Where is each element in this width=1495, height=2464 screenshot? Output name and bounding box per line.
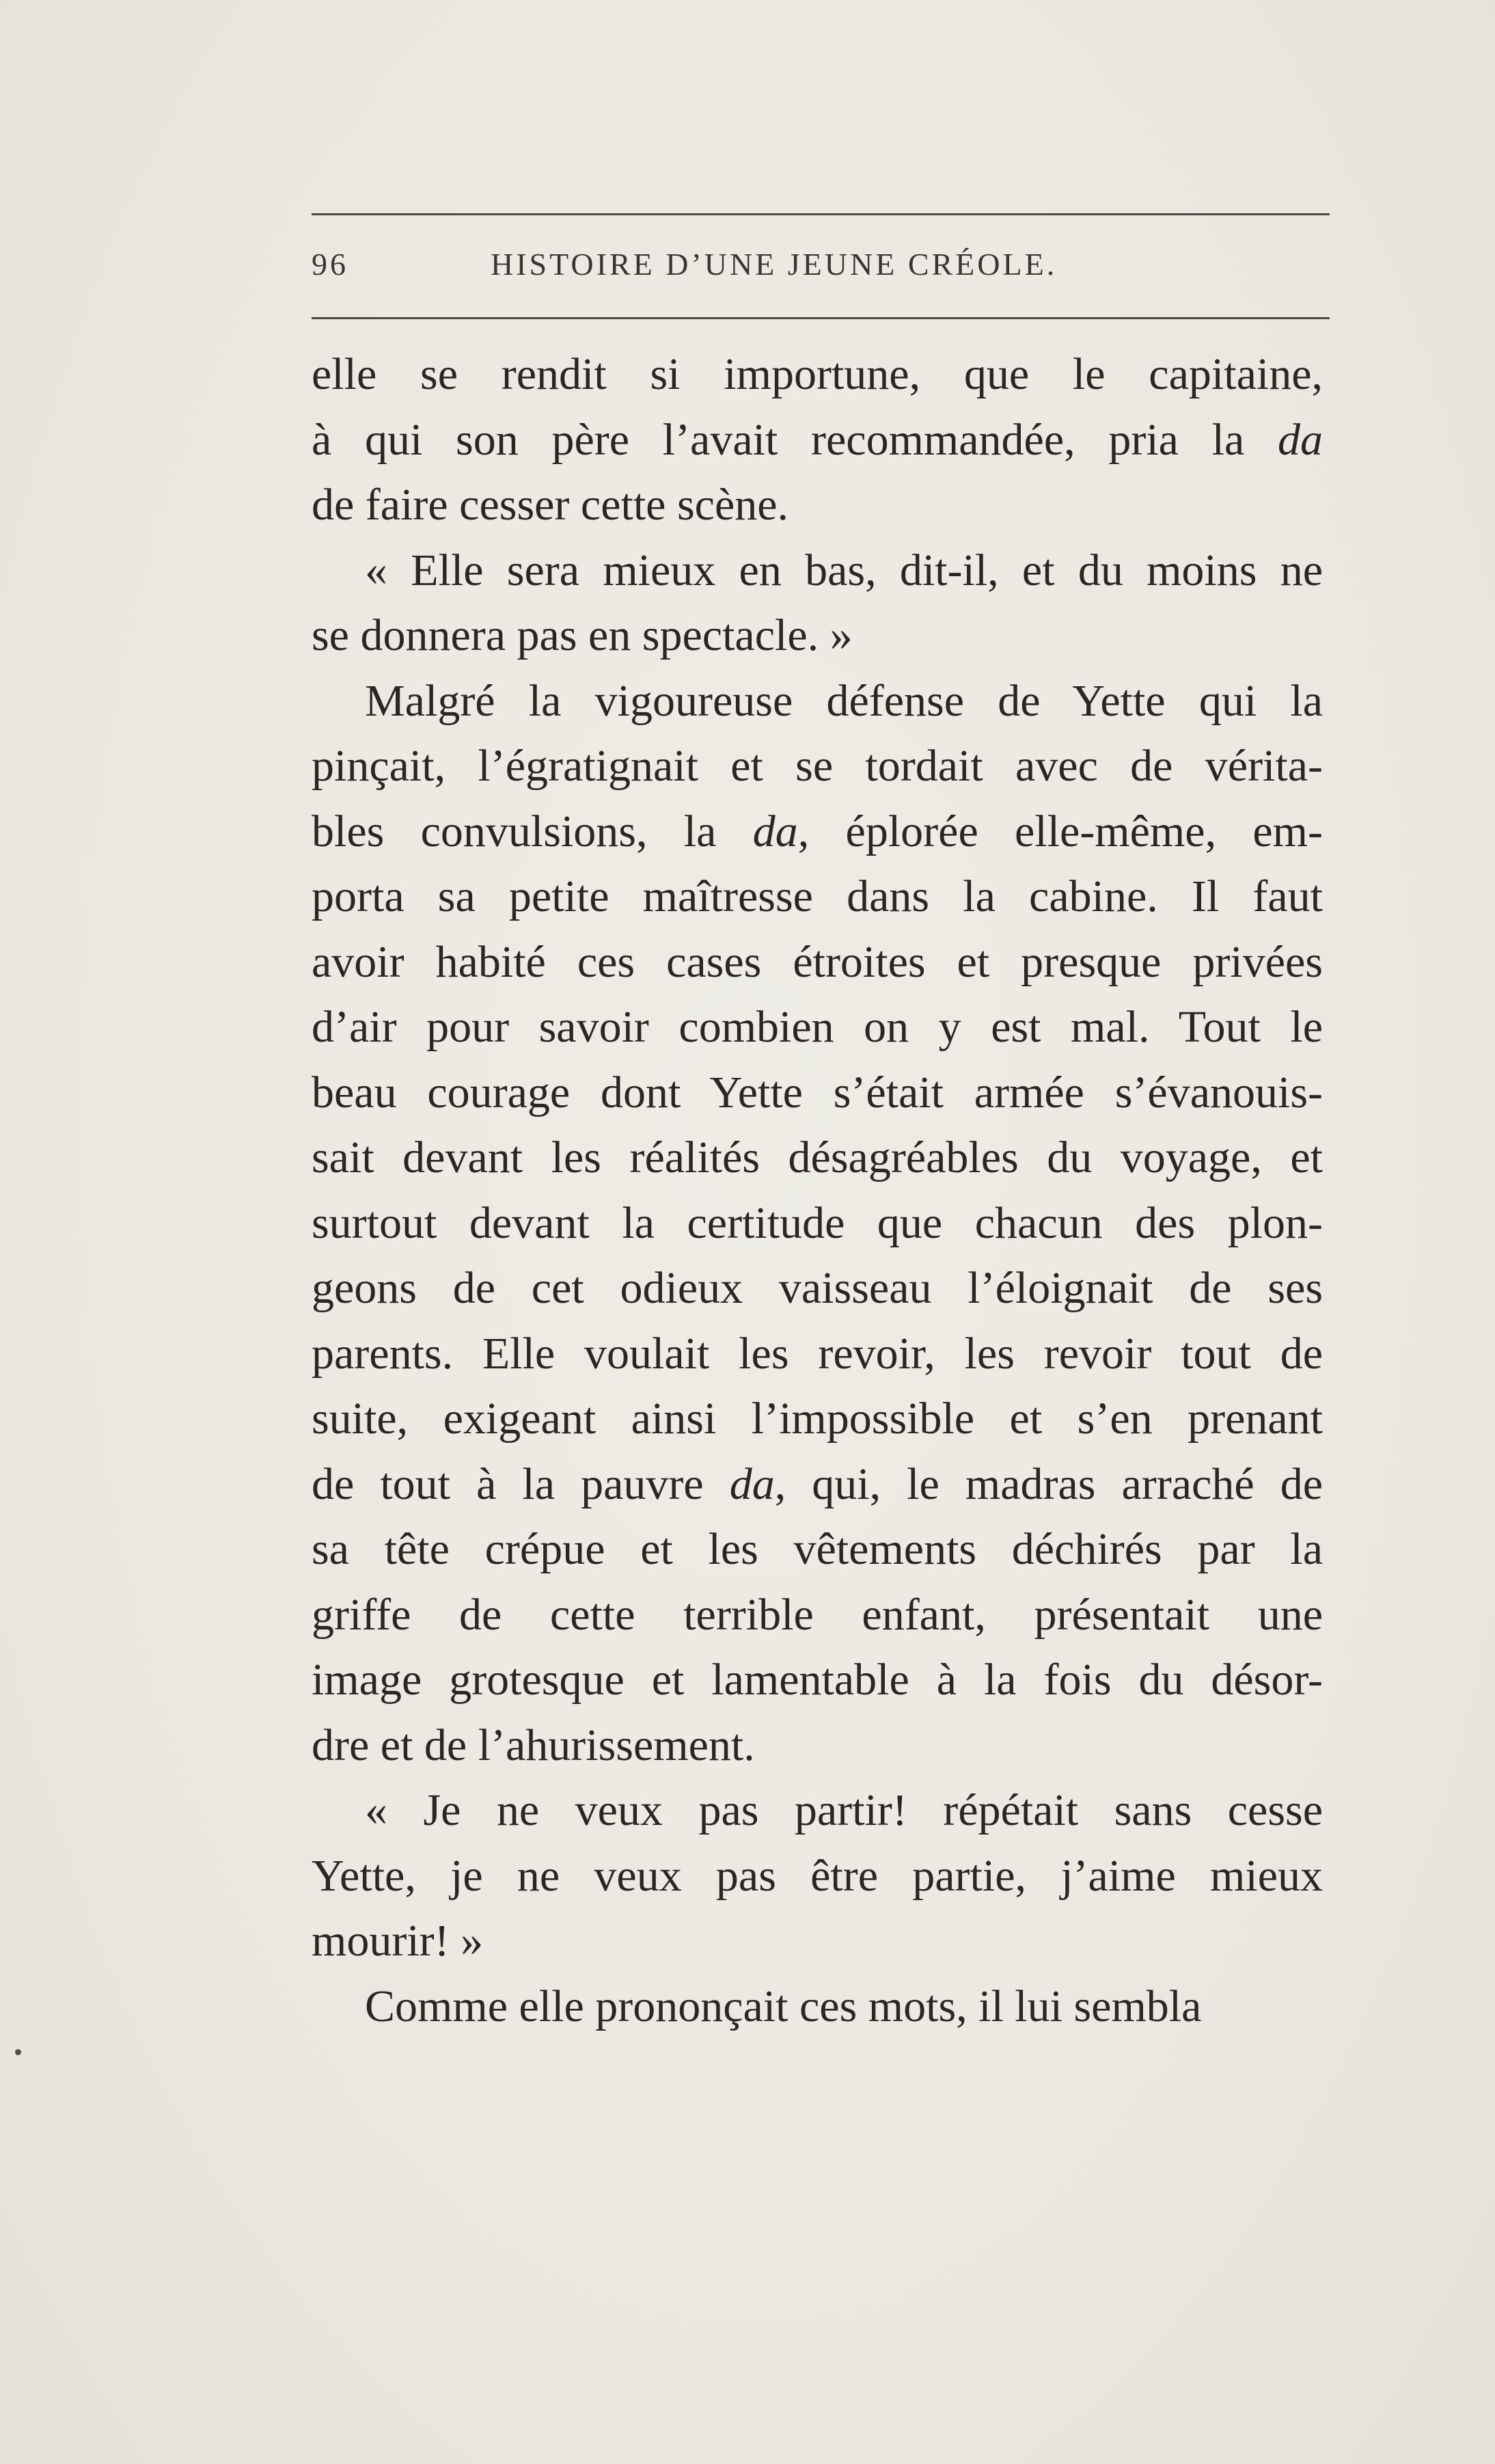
page-number: 96: [312, 247, 348, 282]
text-line-content: mourir! »: [312, 1916, 484, 1966]
text-line-content: surtout devant la certitude que chacun des plon-: [312, 1198, 1323, 1248]
text-line: [312, 740, 1323, 805]
text-line: [312, 1197, 1323, 1262]
text-line-content: d’air pour savoir combien on y est mal. Tout le: [312, 1002, 1323, 1052]
running-header: [312, 246, 1330, 294]
text-line-content: « Je ne veux pas partir! répétait sans cesse: [365, 1785, 1323, 1835]
text-line: [312, 1132, 1323, 1197]
running-title: HISTOIRE D’UNE JEUNE CRÉOLE.: [491, 247, 1058, 282]
text-line: [312, 1589, 1323, 1654]
page-speck: [15, 2049, 21, 2055]
text-line-content: suite, exigeant ainsi l’impossible et s’en prenant: [312, 1394, 1323, 1444]
text-line-content: image grotesque et lamentable à la fois du désor-: [312, 1655, 1323, 1705]
text-line: [312, 806, 1323, 871]
text-line-continuation: , qui, le madras arraché de: [774, 1459, 1323, 1509]
text-line-content: bles convulsions, la: [312, 807, 753, 856]
text-line: [312, 1654, 1323, 1719]
text-line: [312, 349, 1323, 414]
text-line-content: Comme elle prononçait ces mots, il lui sembla: [365, 1981, 1202, 2031]
header-rule-top: [312, 213, 1330, 215]
header-rule-bottom: [312, 317, 1330, 319]
text-line-content: « Elle sera mieux en bas, dit-il, et du moins ne: [365, 545, 1323, 595]
text-line: [312, 1328, 1323, 1393]
text-line-content: porta sa petite maîtresse dans la cabine. Il faut: [312, 871, 1323, 921]
text-line: [312, 1850, 1323, 1915]
italic-word: da: [752, 807, 798, 856]
italic-word: da: [1278, 415, 1323, 465]
text-line-content: dre et de l’ahurissement.: [312, 1720, 755, 1770]
text-line: [365, 1981, 1201, 2046]
text-line-content: se donnera pas en spectacle. »: [312, 610, 853, 660]
text-line: [312, 610, 853, 675]
text-line: [365, 1785, 1323, 1850]
text-line-content: geons de cet odieux vaisseau l’éloignait de ses: [312, 1263, 1323, 1313]
text-line: [312, 1001, 1323, 1066]
text-line: [365, 545, 1323, 610]
text-line: [312, 1915, 483, 1980]
text-line-content: avoir habité ces cases étroites et presque privées: [312, 937, 1323, 987]
text-line: [312, 479, 788, 544]
text-line-content: à qui son père l’avait recommandée, pria la: [312, 415, 1278, 465]
text-line-content: sa tête crépue et les vêtements déchirés par la: [312, 1524, 1323, 1574]
text-line: [312, 1459, 1323, 1524]
text-line-content: elle se rendit si importune, que le capitaine,: [312, 349, 1323, 399]
text-line-content: griffe de cette terrible enfant, présentait une: [312, 1590, 1323, 1640]
text-line: [312, 1524, 1323, 1588]
text-line-content: de tout à la pauvre: [312, 1459, 730, 1509]
text-line: [365, 675, 1323, 740]
text-line: [312, 871, 1323, 936]
text-line-content: de faire cesser cette scène.: [312, 480, 789, 530]
text-line-content: beau courage dont Yette s’était armée s’évanouis-: [312, 1068, 1323, 1118]
text-line: [312, 936, 1323, 1001]
text-line: [312, 414, 1323, 479]
text-line: [312, 1067, 1323, 1132]
text-line: [312, 1393, 1323, 1458]
text-line-content: Yette, je ne veux pas être partie, j’aime mieux: [312, 1851, 1323, 1901]
text-line-continuation: , éplorée elle-même, em-: [797, 807, 1323, 856]
text-line: [312, 1720, 755, 1785]
text-line-content: sait devant les réalités désagréables du voyage, et: [312, 1133, 1323, 1182]
text-line-content: parents. Elle voulait les revoir, les revoir tout de: [312, 1329, 1323, 1379]
italic-word: da: [729, 1459, 775, 1509]
text-line-content: pinçait, l’égratignait et se tordait avec de vérita-: [312, 741, 1323, 791]
text-line: [312, 1262, 1323, 1327]
text-line-content: Malgré la vigoureuse défense de Yette qui la: [365, 676, 1323, 726]
